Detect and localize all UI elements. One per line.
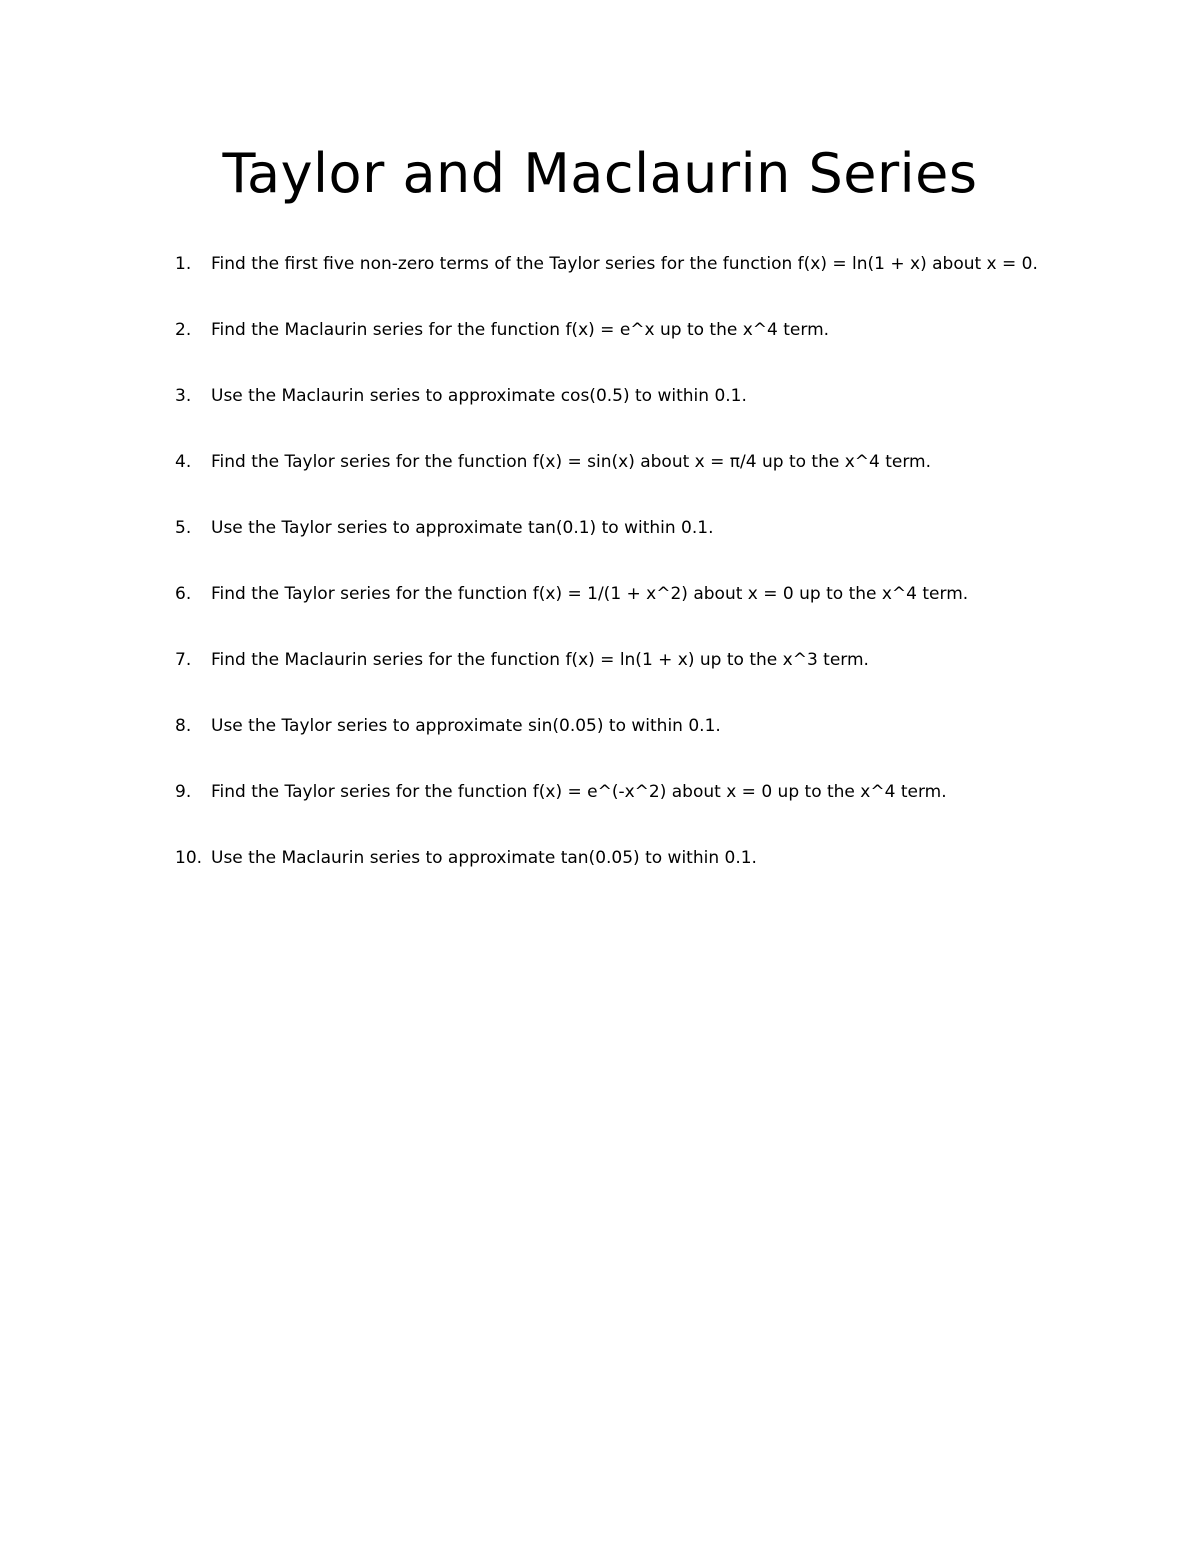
list-item (0, 775, 1200, 841)
question-text: Find the Taylor series for the function f(x) = e^(-x^2) about x = 0 up to the x^4 term. (211, 782, 947, 802)
question-number: 2. (175, 320, 192, 340)
page-title: Taylor and Maclaurin Series (222, 142, 978, 205)
question-number: 8. (175, 716, 192, 736)
question-text: Find the Taylor series for the function f(x) = sin(x) about x = π/4 up to the x^4 term. (211, 452, 932, 472)
question-number: 10. (175, 848, 203, 868)
question-number: 5. (175, 518, 192, 538)
question-number: 4. (175, 452, 192, 472)
question-number: 1. (175, 254, 192, 274)
question-text: Find the Maclaurin series for the function f(x) = ln(1 + x) up to the x^3 term. (211, 650, 869, 670)
question-text: Use the Taylor series to approximate tan(0.1) to within 0.1. (211, 518, 714, 538)
question-number: 9. (175, 782, 192, 802)
question-text: Find the Taylor series for the function f(x) = 1/(1 + x^2) about x = 0 up to the x^4 term. (211, 584, 969, 604)
question-text: Use the Maclaurin series to approximate cos(0.5) to within 0.1. (211, 386, 747, 406)
list-item (0, 379, 1200, 445)
question-list (0, 247, 1200, 907)
question-text: Find the first five non-zero terms of the Taylor series for the function f(x) = ln(1 + x) about x = 0. (211, 254, 1038, 274)
list-item (0, 643, 1200, 709)
question-number: 3. (175, 386, 192, 406)
question-text: Use the Taylor series to approximate sin(0.05) to within 0.1. (211, 716, 721, 736)
list-item (0, 577, 1200, 643)
question-number: 6. (175, 584, 192, 604)
question-text: Find the Maclaurin series for the function f(x) = e^x up to the x^4 term. (211, 320, 830, 340)
question-text: Use the Maclaurin series to approximate tan(0.05) to within 0.1. (211, 848, 757, 868)
list-item (0, 511, 1200, 577)
list-item (0, 445, 1200, 511)
list-item (0, 709, 1200, 775)
list-item (0, 841, 1200, 907)
list-item (0, 313, 1200, 379)
list-item (0, 247, 1200, 313)
question-number: 7. (175, 650, 192, 670)
